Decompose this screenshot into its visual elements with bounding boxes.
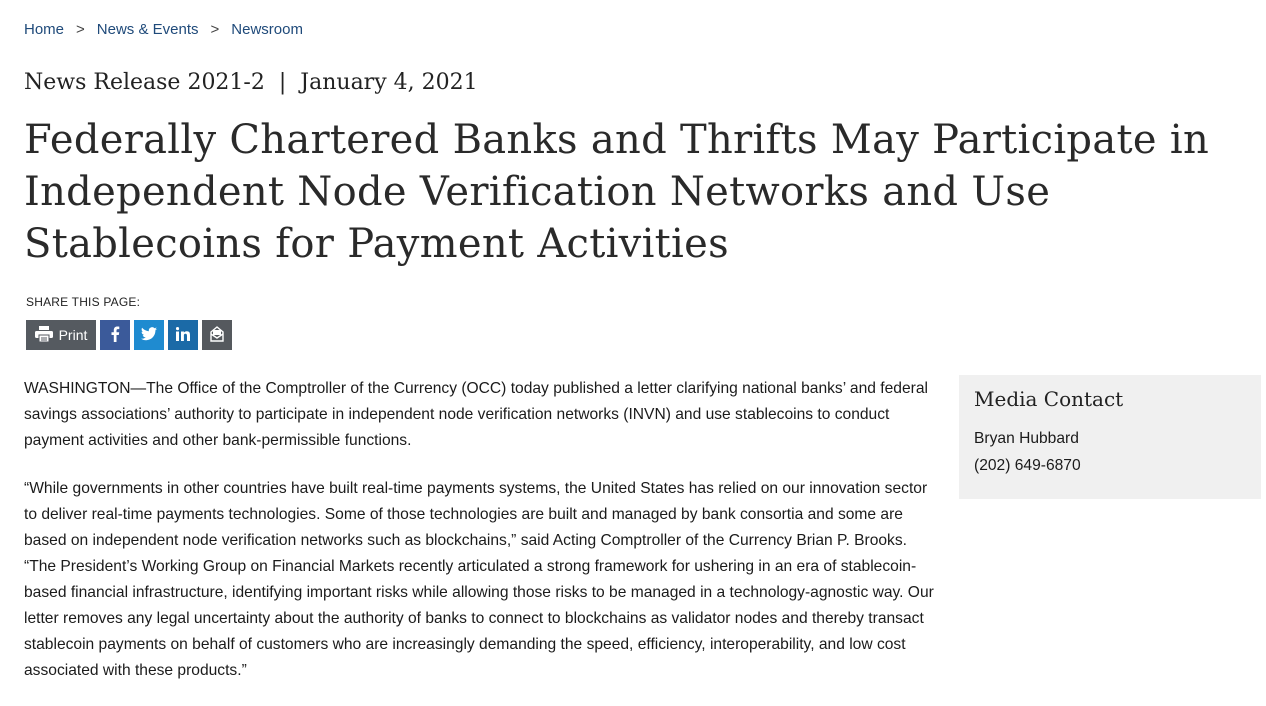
media-contact-name: Bryan Hubbard (974, 430, 1079, 447)
share-label: SHARE THIS PAGE: (26, 295, 141, 309)
release-date: January 4, 2021 (300, 70, 478, 95)
release-number: News Release 2021-2 (24, 70, 265, 95)
twitter-icon (141, 327, 157, 344)
email-icon (209, 326, 225, 345)
print-label: Print (58, 327, 88, 343)
breadcrumb-news-events-link[interactable]: News & Events (96, 21, 199, 38)
breadcrumb-home-link[interactable]: Home (24, 21, 65, 38)
article-paragraph: WASHINGTON—The Office of the Comptroller of the Currency (OCC) today published a letter clarifying national banks’ and federal savings associations’ authority to participate in independent node verification networks (INVN) and use stablecoins to conduct payment activities and other bank-permissible functions. (24, 380, 928, 449)
media-contact-box (959, 375, 1261, 499)
linkedin-icon (176, 327, 190, 344)
facebook-share-button[interactable] (100, 320, 130, 350)
article-body (24, 376, 939, 706)
page-title: Federally Chartered Banks and Thrifts May Participate in Independent Node Verification Networks and Use Stablecoins for Payment Activities (24, 117, 1210, 267)
article-paragraph: “While governments in other countries have built real-time payments systems, the United States has relied on our innovation sector to deliver real-time payments technologies. Some of those technologies are built and managed by bank consortia and some are based on independent node verification networks such as blockchains,” said Acting Comptroller of the Currency Brian P. Brooks. “The President’s Working Group on Financial Markets recently articulated a strong framework for ushering in an era of stablecoin-based financial infrastructure, identifying important risks while allowing those risks to be managed in a technology-agnostic way. Our letter removes any legal uncertainty about the authority of banks to connect to blockchains as validator nodes and thereby transact stablecoin payments on behalf of customers who are increasingly demanding the speed, efficiency, interoperability, and low cost associated with these products.” (24, 480, 934, 679)
breadcrumb-separator: > (210, 21, 220, 38)
print-button[interactable] (26, 320, 96, 350)
release-divider: | (278, 70, 287, 95)
breadcrumb-newsroom-link[interactable]: Newsroom (231, 21, 303, 38)
email-share-button[interactable] (202, 320, 232, 350)
print-icon (35, 326, 53, 345)
linkedin-share-button[interactable] (168, 320, 198, 350)
share-buttons (26, 320, 232, 350)
release-info (24, 70, 478, 95)
breadcrumb-separator: > (76, 21, 85, 38)
media-contact-phone: (202) 649-6870 (974, 457, 1081, 474)
media-contact-title: Media Contact (974, 387, 1124, 411)
facebook-icon (110, 326, 120, 345)
twitter-share-button[interactable] (134, 320, 164, 350)
breadcrumb (24, 21, 303, 38)
